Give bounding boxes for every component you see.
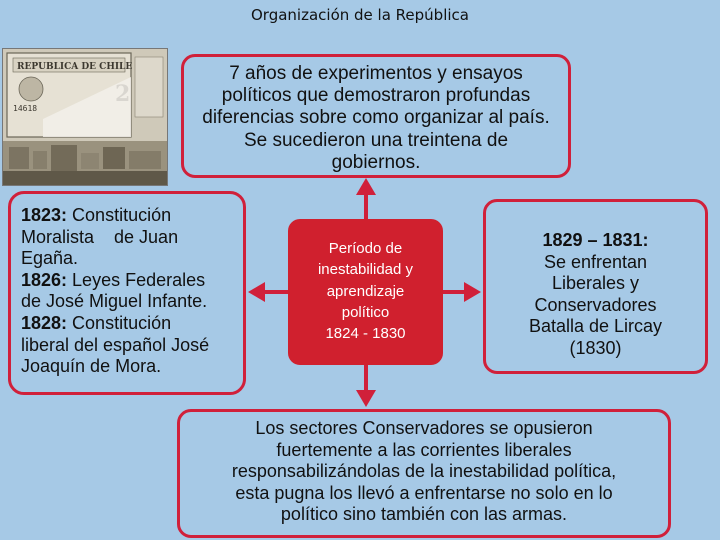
right-box-line: Se enfrentan — [543, 251, 648, 272]
right-box-years: 1829 – 1831: — [542, 230, 649, 250]
top-box-line: diferencias sobre como organizar al país. — [202, 107, 550, 129]
top-box-line: gobiernos. — [331, 151, 421, 173]
left-box-constitutions — [8, 191, 246, 395]
arrow-down-head — [356, 390, 376, 407]
item-text: Egaña. — [21, 248, 79, 269]
banknote-serial: 14618 — [13, 104, 38, 113]
item-text: Constitución — [67, 205, 172, 225]
arrow-up-head — [356, 178, 376, 195]
arrow-left-head — [248, 282, 265, 302]
right-box-line: Conservadores — [534, 294, 657, 315]
center-box-instability-period — [288, 219, 443, 365]
item-text: Constitución — [67, 312, 172, 333]
constitution-1823 — [21, 205, 243, 270]
bottom-box-line: fuertemente a las corrientes liberales — [276, 439, 572, 460]
item-text: Leyes Federales — [67, 269, 206, 290]
center-box-line: 1824 - 1830 — [325, 325, 406, 343]
laws-1826 — [21, 270, 243, 313]
item-text: Joaquín de Mora. — [21, 356, 162, 377]
bottom-box-conservatives — [177, 409, 671, 538]
center-box-line: inestabilidad y — [317, 261, 414, 279]
top-box-experiments — [181, 54, 571, 178]
year-label: 1828: — [21, 312, 68, 333]
arrow-right-head — [464, 282, 481, 302]
item-text: Moralista de Juan — [21, 226, 179, 247]
right-box-civil-war — [483, 199, 708, 374]
top-box-line: 7 años de experimentos y ensayos — [229, 63, 523, 84]
year-label: 1826: — [21, 269, 68, 290]
right-box-line: Batalla de Lircay — [528, 316, 663, 337]
top-box-line: Se sucedieron una treintena de — [243, 129, 509, 151]
center-box-line: aprendizaje — [326, 282, 405, 300]
right-box-line: Liberales y — [551, 273, 640, 294]
bottom-box-line: esta pugna los llevó a enfrentarse no solo en lo — [235, 482, 613, 503]
right-box-line: (1830) — [569, 337, 622, 358]
center-box-line: político — [341, 303, 390, 321]
item-text: de José Miguel Infante. — [21, 291, 208, 312]
page-title: Organización de la República — [251, 6, 469, 24]
banknote-text: REPUBLICA DE CHILE — [17, 62, 133, 72]
constitution-1828 — [21, 313, 243, 378]
bottom-box-line: político sino también con las armas. — [280, 504, 568, 525]
center-box-line: Período de — [328, 240, 403, 257]
item-text: liberal del español José — [21, 334, 210, 355]
top-box-line: políticos que demostraron profundas — [221, 85, 531, 107]
bottom-box-line: Los sectores Conservadores se opusieron — [255, 418, 593, 438]
year-label: 1823: — [21, 205, 68, 225]
bottom-box-line: responsabilizándolas de la inestabilidad política, — [231, 461, 617, 482]
